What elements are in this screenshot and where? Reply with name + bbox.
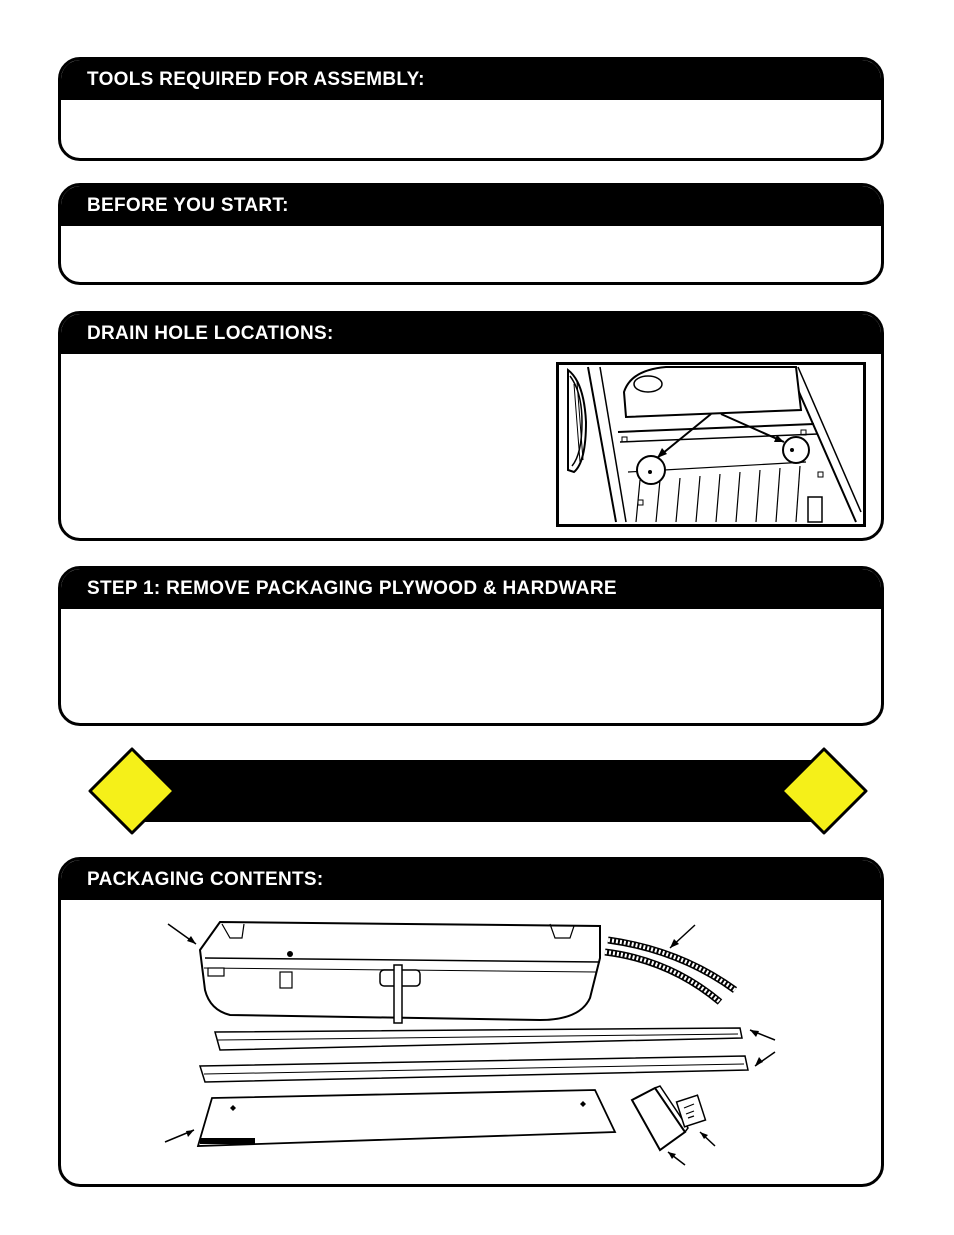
warning-banner [128,760,828,822]
drain-hole-heading: DRAIN HOLE LOCATIONS: [61,314,881,354]
tools-required-heading: TOOLS REQUIRED FOR ASSEMBLY: [61,60,881,100]
tools-required-panel [58,57,884,161]
warning-diamond-icon [87,746,177,836]
before-you-start-panel [58,183,884,285]
step-1-panel [58,566,884,726]
before-you-start-heading: BEFORE YOU START: [61,186,881,226]
truck-bed-drain-illustration [556,362,866,527]
packaging-contents-illustration [160,910,800,1175]
step-1-heading: STEP 1: REMOVE PACKAGING PLYWOOD & HARDWARE [61,569,881,609]
packaging-contents-heading: PACKAGING CONTENTS: [61,860,881,900]
warning-diamond-icon [779,746,869,836]
